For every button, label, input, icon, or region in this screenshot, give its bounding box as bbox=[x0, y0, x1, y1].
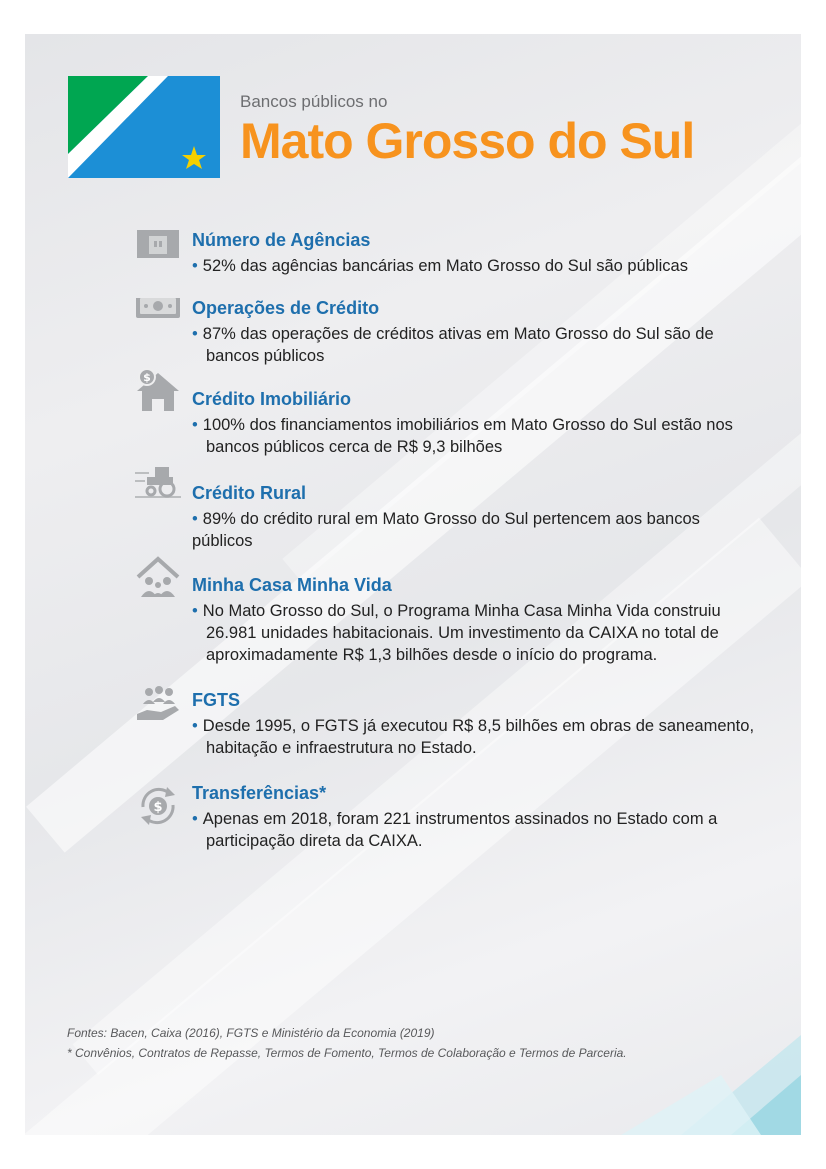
item-title: Crédito Imobiliário bbox=[192, 389, 352, 409]
item-line: aproximadamente R$ 1,3 bilhões desde o início do programa. bbox=[206, 646, 658, 664]
item-text bbox=[192, 600, 767, 666]
tractor-icon bbox=[135, 459, 181, 505]
item-line: 100% dos financiamentos imobiliários em Mato Grosso do Sul estão nos bbox=[202, 416, 733, 434]
sources-footnote: Fontes: Bacen, Caixa (2016), FGTS e Ministério da Economia (2019) bbox=[67, 1026, 435, 1040]
header-subtitle: Bancos públicos no bbox=[240, 92, 388, 111]
family-house-icon bbox=[135, 555, 181, 601]
bullet: • bbox=[192, 325, 198, 343]
item-text bbox=[192, 255, 767, 277]
item-line: 26.981 unidades habitacionais. Um investimento da CAIXA no total de bbox=[206, 624, 719, 642]
dollar-cycle-icon bbox=[135, 783, 181, 829]
asterisk-footnote: * Convênios, Contratos de Repasse, Termos de Fomento, Termos de Colaboração e Termos de Parceria. bbox=[67, 1046, 627, 1060]
bullet: • bbox=[192, 717, 198, 735]
item-title: Minha Casa Minha Vida bbox=[192, 575, 392, 595]
item-line: públicos bbox=[192, 532, 253, 550]
item-line: bancos públicos bbox=[206, 347, 325, 365]
svg-text:$: $ bbox=[143, 371, 151, 384]
item-text bbox=[192, 715, 767, 759]
bullet: • bbox=[192, 257, 198, 275]
item-text bbox=[192, 414, 767, 458]
item-text bbox=[192, 323, 767, 367]
item-line: Apenas em 2018, foram 221 instrumentos assinados no Estado com a bbox=[202, 810, 718, 828]
page-title: Mato Grosso do Sul bbox=[240, 113, 695, 169]
item-line: No Mato Grosso do Sul, o Programa Minha Casa Minha Vida construiu bbox=[202, 602, 721, 620]
item-line: habitação e infraestrutura no Estado. bbox=[206, 739, 477, 757]
item-line: 87% das operações de créditos ativas em Mato Grosso do Sul são de bbox=[202, 325, 714, 343]
item-title: Transferências* bbox=[192, 783, 327, 803]
house-dollar-icon bbox=[135, 367, 181, 413]
item-line: 89% do crédito rural em Mato Grosso do Sul pertencem aos bancos bbox=[202, 510, 700, 528]
item-title: Crédito Rural bbox=[192, 483, 307, 503]
item-text bbox=[192, 508, 767, 552]
banknote-icon bbox=[135, 298, 181, 338]
item-title: Operações de Crédito bbox=[192, 298, 380, 318]
svg-text:$: $ bbox=[153, 800, 163, 815]
bullet: • bbox=[192, 810, 198, 828]
mato-grosso-do-sul-flag bbox=[68, 76, 220, 178]
hand-people-icon bbox=[135, 686, 181, 732]
item-title: FGTS bbox=[192, 690, 240, 710]
bullet: • bbox=[192, 416, 198, 434]
item-line: 52% das agências bancárias em Mato Grosso do Sul são públicas bbox=[202, 257, 688, 275]
decorative-corner-pattern bbox=[561, 1015, 801, 1135]
item-line: participação direta da CAIXA. bbox=[206, 832, 423, 850]
item-line: bancos públicos cerca de R$ 9,3 bilhões bbox=[206, 438, 503, 456]
item-line: Desde 1995, o FGTS já executou R$ 8,5 bilhões em obras de saneamento, bbox=[202, 717, 755, 735]
bullet: • bbox=[192, 510, 198, 528]
bullet: • bbox=[192, 602, 198, 620]
bank-icon bbox=[135, 230, 181, 270]
item-title: Número de Agências bbox=[192, 230, 371, 250]
item-text bbox=[192, 808, 767, 852]
